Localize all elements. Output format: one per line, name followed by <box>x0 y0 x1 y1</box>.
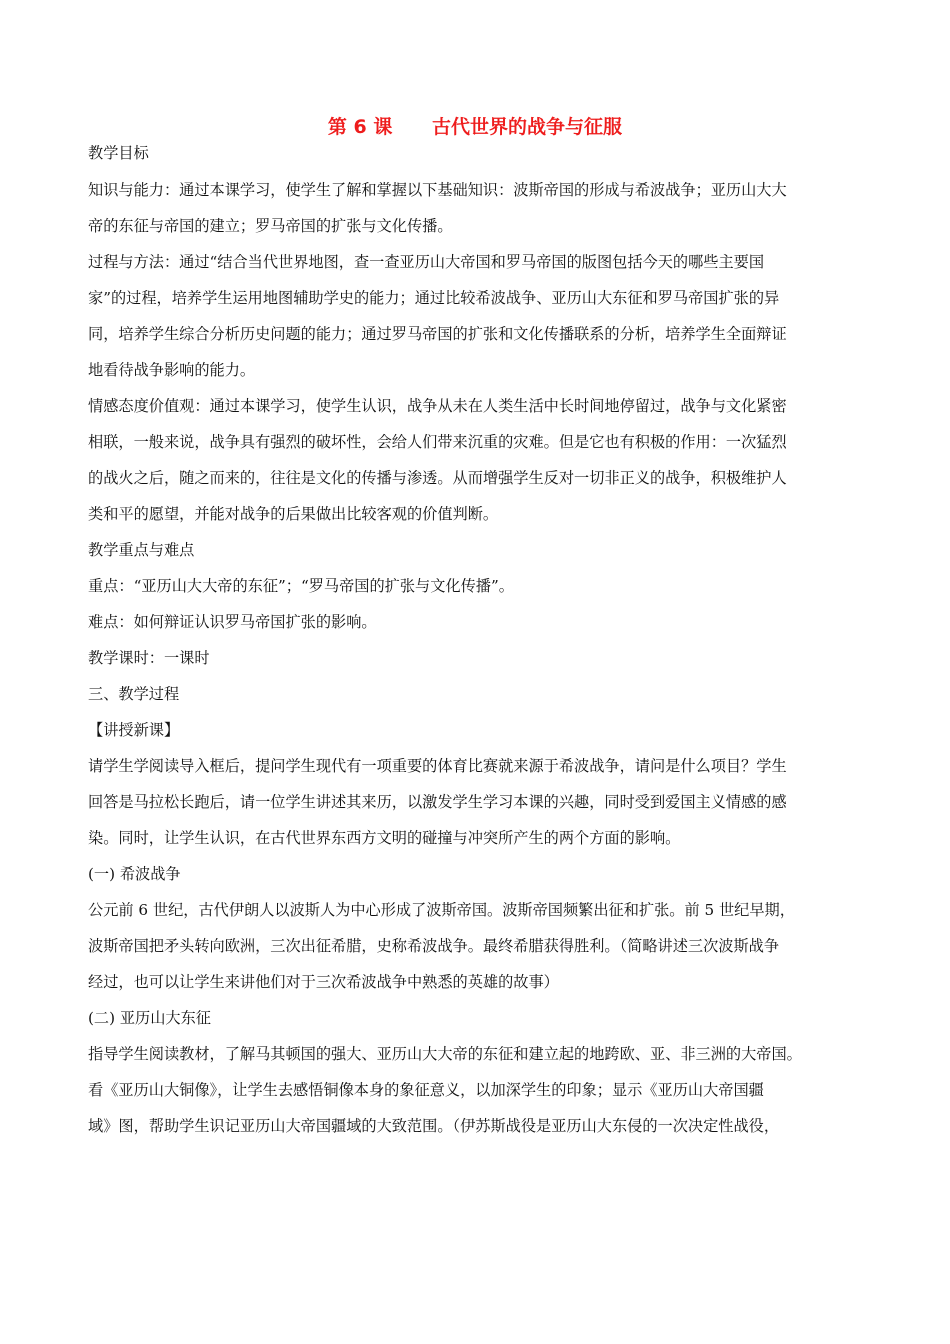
paragraph-line: 地看待战争影响的能力。 <box>88 361 256 379</box>
lesson-title: 第 6 课 古代世界的战争与征服 <box>327 116 623 138</box>
paragraph-line: 过程与方法：通过“结合当代世界地图，查一查亚历山大帝国和罗马帝国的版图包括今天的哪些主要国 <box>88 253 765 271</box>
heading-teaching-process: 三、教学过程 <box>88 685 180 703</box>
paragraph-line: 回答是马拉松长跑后，请一位学生讲述其来历，以激发学生学习本课的兴趣，同时受到爱国主义情感的感 <box>88 793 787 811</box>
paragraph-line: 看《亚历山大铜像》，让学生去感悟铜像本身的象征意义，以加深学生的印象；显示《亚历山大帝国疆 <box>88 1081 764 1099</box>
paragraph-line: 相联，一般来说，战争具有强烈的破坏性，会给人们带来沉重的灾难。但是它也有积极的作用：一次猛烈 <box>88 433 787 451</box>
paragraph-line: 请学生学阅读导入框后，提问学生现代有一项重要的体育比赛就来源于希波战争，请问是什么项目？学生 <box>88 757 787 775</box>
heading-new-lesson: 【讲授新课】 <box>88 721 180 739</box>
heading-teaching-objectives: 教学目标 <box>88 144 149 162</box>
paragraph-line: 家”的过程，培养学生运用地图辅助学史的能力；通过比较希波战争、亚历山大东征和罗马帝国扩张的异 <box>88 289 780 307</box>
paragraph-line: 难点：如何辩证认识罗马帝国扩张的影响。 <box>88 613 377 631</box>
heading-key-points: 教学重点与难点 <box>88 541 195 559</box>
paragraph-line: 同，培养学生综合分析历史问题的能力；通过罗马帝国的扩张和文化传播联系的分析，培养学生全面辩证 <box>88 325 787 343</box>
paragraph-line: 重点：“亚历山大大帝的东征”；“罗马帝国的扩张与文化传播”。 <box>88 577 514 595</box>
paragraph-line: 波斯帝国把矛头转向欧洲，三次出征希腊，史称希波战争。最终希腊获得胜利。（简略讲述三次波斯战争 <box>88 937 780 955</box>
document-body <box>88 142 864 1144</box>
paragraph-line: 类和平的愿望，并能对战争的后果做出比较客观的价值判断。 <box>88 505 499 523</box>
paragraph-line: 染。同时，让学生认识，在古代世界东西方文明的碰撞与冲突所产生的两个方面的影响。 <box>88 829 681 847</box>
heading-section-2: (二) 亚历山大东征 <box>88 1009 211 1027</box>
paragraph-line: 公元前 6 世纪，古代伊朗人以波斯人为中心形成了波斯帝国。波斯帝国频繁出征和扩张。前 5 世纪早期， <box>88 901 795 919</box>
paragraph-line: 指导学生阅读教材，了解马其顿国的强大、亚历山大大帝的东征和建立起的地跨欧、亚、非三洲的大帝国。 <box>88 1045 802 1063</box>
paragraph-line: 域》图，帮助学生识记亚历山大帝国疆域的大致范围。（伊苏斯战役是亚历山大东侵的一次决定性战役， <box>88 1117 780 1135</box>
paragraph-line: 的战火之后，随之而来的，往往是文化的传播与渗透。从而增强学生反对一切非正义的战争，积极维护人 <box>88 469 787 487</box>
paragraph-line: 教学课时：一课时 <box>88 649 210 667</box>
paragraph-line: 情感态度价值观：通过本课学习，使学生认识，战争从未在人类生活中长时间地停留过，战争与文化紧密 <box>88 397 787 415</box>
paragraph-line: 帝的东征与帝国的建立；罗马帝国的扩张与文化传播。 <box>88 217 453 235</box>
paragraph-line: 经过，也可以让学生来讲他们对于三次希波战争中熟悉的英雄的故事） <box>88 973 559 991</box>
paragraph-line: 知识与能力：通过本课学习，使学生了解和掌握以下基础知识：波斯帝国的形成与希波战争；亚历山大大 <box>88 181 787 199</box>
heading-section-1: (一) 希波战争 <box>88 865 181 883</box>
